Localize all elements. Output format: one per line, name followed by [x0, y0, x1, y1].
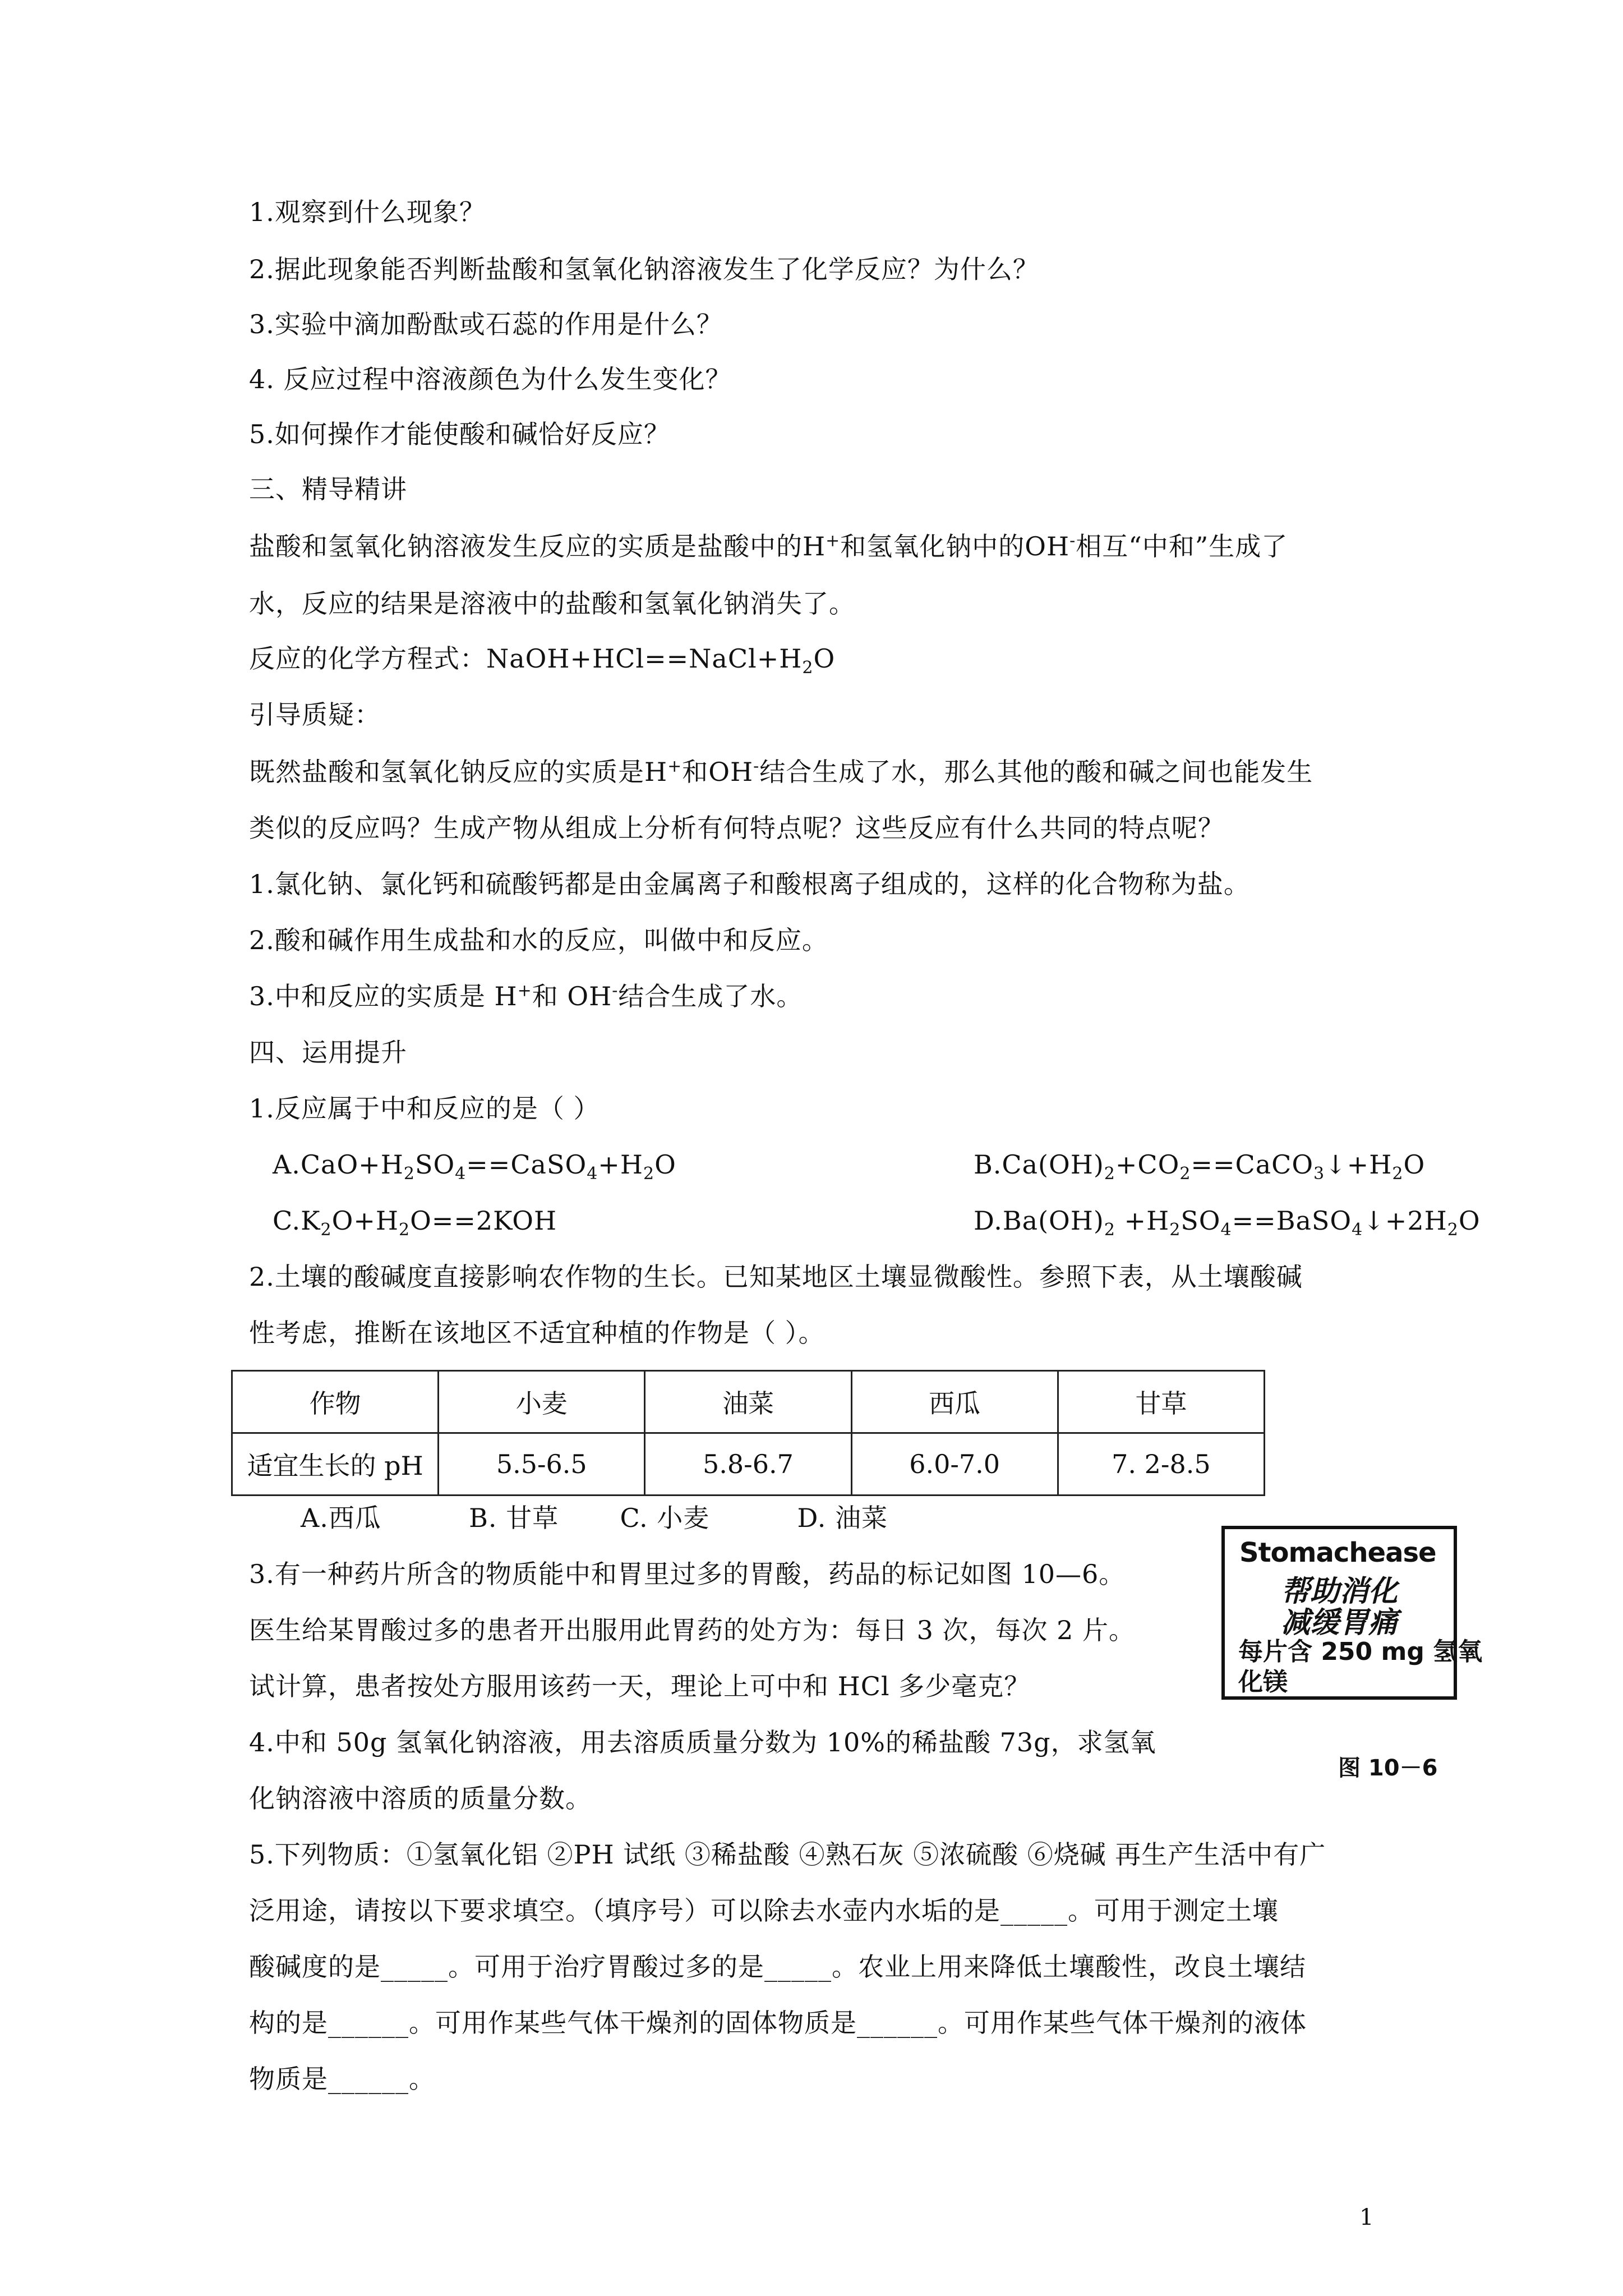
question-stem: 构的是______。可用作某些气体干燥剂的固体物质是______。可用作某些气体干燥剂的液体: [249, 2008, 1307, 2038]
paragraph-line: 盐酸和氢氧化钠溶液发生反应的实质是盐酸中的H+和氢氧化钠中的OH-相互“中和”生成了: [249, 531, 1288, 562]
equation-line: 反应的化学方程式：$NaOH+HCl==NaCl+H_2O$: [249, 643, 836, 678]
question-line: 3.实验中滴加酚酞或石蕊的作用是什么？: [249, 309, 723, 339]
table-cell: 5.5-6.5: [439, 1433, 645, 1496]
fact-line: 2.酸和碱作用生成盐和水的反应，叫做中和反应。: [249, 925, 828, 955]
question-stem: 化钠溶液中溶质的质量分数。: [249, 1783, 592, 1814]
label-text: 每片含 250 mg 氢氧: [1238, 1637, 1483, 1666]
option-row: [273, 1204, 1481, 1240]
medicine-label: [1221, 1526, 1483, 1700]
question-stem: 1.反应属于中和反应的是（ ）: [249, 1093, 600, 1124]
fact-line: 1.氯化钠、氯化钙和硫酸钙都是由金属离子和酸根离子组成的，这样的化合物称为盐。: [249, 869, 1250, 899]
table-cell: 作物: [232, 1371, 439, 1433]
brand-name: Stomachease: [1239, 1537, 1436, 1568]
question-stem: 3.有一种药片所含的物质能中和胃里过多的胃酸，药品的标记如图 10—6。: [249, 1559, 1126, 1589]
question-stem: 酸碱度的是_____。可用于治疗胃酸过多的是_____。农业上用来降低土壤酸性，改良土壤结: [249, 1952, 1306, 1982]
question-stem: 泛用途，请按以下要求填空。（填序号）可以除去水壶内水垢的是_____。可用于测定土壤: [249, 1895, 1279, 1926]
question-line: 5.如何操作才能使酸和碱恰好反应？: [249, 419, 670, 449]
medicine-label-figure: [1217, 1526, 1483, 1806]
question-line: 1.观察到什么现象？: [249, 197, 486, 227]
page-number: 1: [1359, 2205, 1374, 2230]
question-stem: 医生给某胃酸过多的患者开出服用此胃药的处方为：每日 3 次，每次 2 片。: [249, 1615, 1136, 1645]
fact-line: 3.中和反应的实质是 H+和 OH-结合生成了水。: [249, 981, 803, 1011]
question-line: 2.据此现象能否判断盐酸和氢氧化钠溶液发生了化学反应？为什么？: [249, 254, 1039, 284]
label-text: 帮助消化: [1281, 1575, 1398, 1608]
table-cell: 适宜生长的 pH: [232, 1433, 439, 1496]
table-cell: 6.0-7.0: [851, 1433, 1058, 1496]
label-text: 化镁: [1238, 1668, 1288, 1696]
paragraph-line: 水，反应的结果是溶液中的盐酸和氢氧化钠消失了。: [249, 588, 855, 619]
section-heading: 三、精导精讲: [249, 474, 407, 504]
question-stem: 物质是______。: [249, 2064, 435, 2094]
section-heading: 引导质疑：: [249, 700, 381, 730]
paragraph-line: 类似的反应吗？生成产物从组成上分析有何特点呢？这些反应有什么共同的特点呢？: [249, 813, 1224, 843]
question-stem: 试计算，患者按处方服用该药一天，理论上可中和 HCl 多少毫克？: [249, 1671, 1031, 1701]
table-cell: 5.8-6.7: [645, 1433, 851, 1496]
option-c: $C.K_2O+H_2O==2KOH$: [273, 1205, 557, 1240]
option-row: [273, 1148, 1426, 1184]
option-d: $D.Ba(OH)_2$ $+H_2SO_4==BaSO_4↓+2H_2O$: [974, 1205, 1481, 1240]
crop-ph-table: [231, 1370, 1265, 1496]
question-stem: 性考虑，推断在该地区不适宜种植的作物是（ ）。: [249, 1318, 825, 1348]
option-b: $B.Ca(OH)_2+CO_2==CaCO_3↓+H_2O$: [974, 1149, 1426, 1184]
table-cell: 小麦: [439, 1371, 645, 1433]
question-stem: 4.中和 50g 氢氧化钠溶液，用去溶质质量分数为 10%的稀盐酸 73g，求氢氧: [249, 1727, 1156, 1757]
section-heading: 四、运用提升: [249, 1037, 407, 1068]
table-row: [232, 1433, 1265, 1496]
question-stem: 5.下列物质：①氢氧化铝 ②PH 试纸 ③稀盐酸 ④熟石灰 ⑤浓硫酸 ⑥烧碱 再生产生活中有广: [249, 1839, 1326, 1870]
table-cell: 油菜: [645, 1371, 851, 1433]
figure-caption: 图 10－6: [1338, 1755, 1438, 1781]
table-cell: 甘草: [1058, 1371, 1264, 1433]
option-row: A.西瓜 B. 甘草 C. 小麦 D. 油菜: [301, 1503, 888, 1533]
table-cell: 7. 2-8.5: [1058, 1433, 1264, 1496]
table-row: [232, 1371, 1265, 1433]
table-cell: 西瓜: [851, 1371, 1058, 1433]
question-line: 4. 反应过程中溶液颜色为什么发生变化？: [249, 364, 732, 394]
option-a: $A.CaO+H_2SO_4==CaSO_4+H_2O$: [273, 1149, 676, 1184]
question-stem: 2.土壤的酸碱度直接影响农作物的生长。已知某地区土壤显微酸性。参照下表，从土壤酸碱: [249, 1262, 1303, 1292]
label-text: 减缓胃痛: [1281, 1606, 1398, 1640]
paragraph-line: 既然盐酸和氢氧化钠反应的实质是H+和OH-结合生成了水，那么其他的酸和碱之间也能发生: [249, 756, 1313, 787]
